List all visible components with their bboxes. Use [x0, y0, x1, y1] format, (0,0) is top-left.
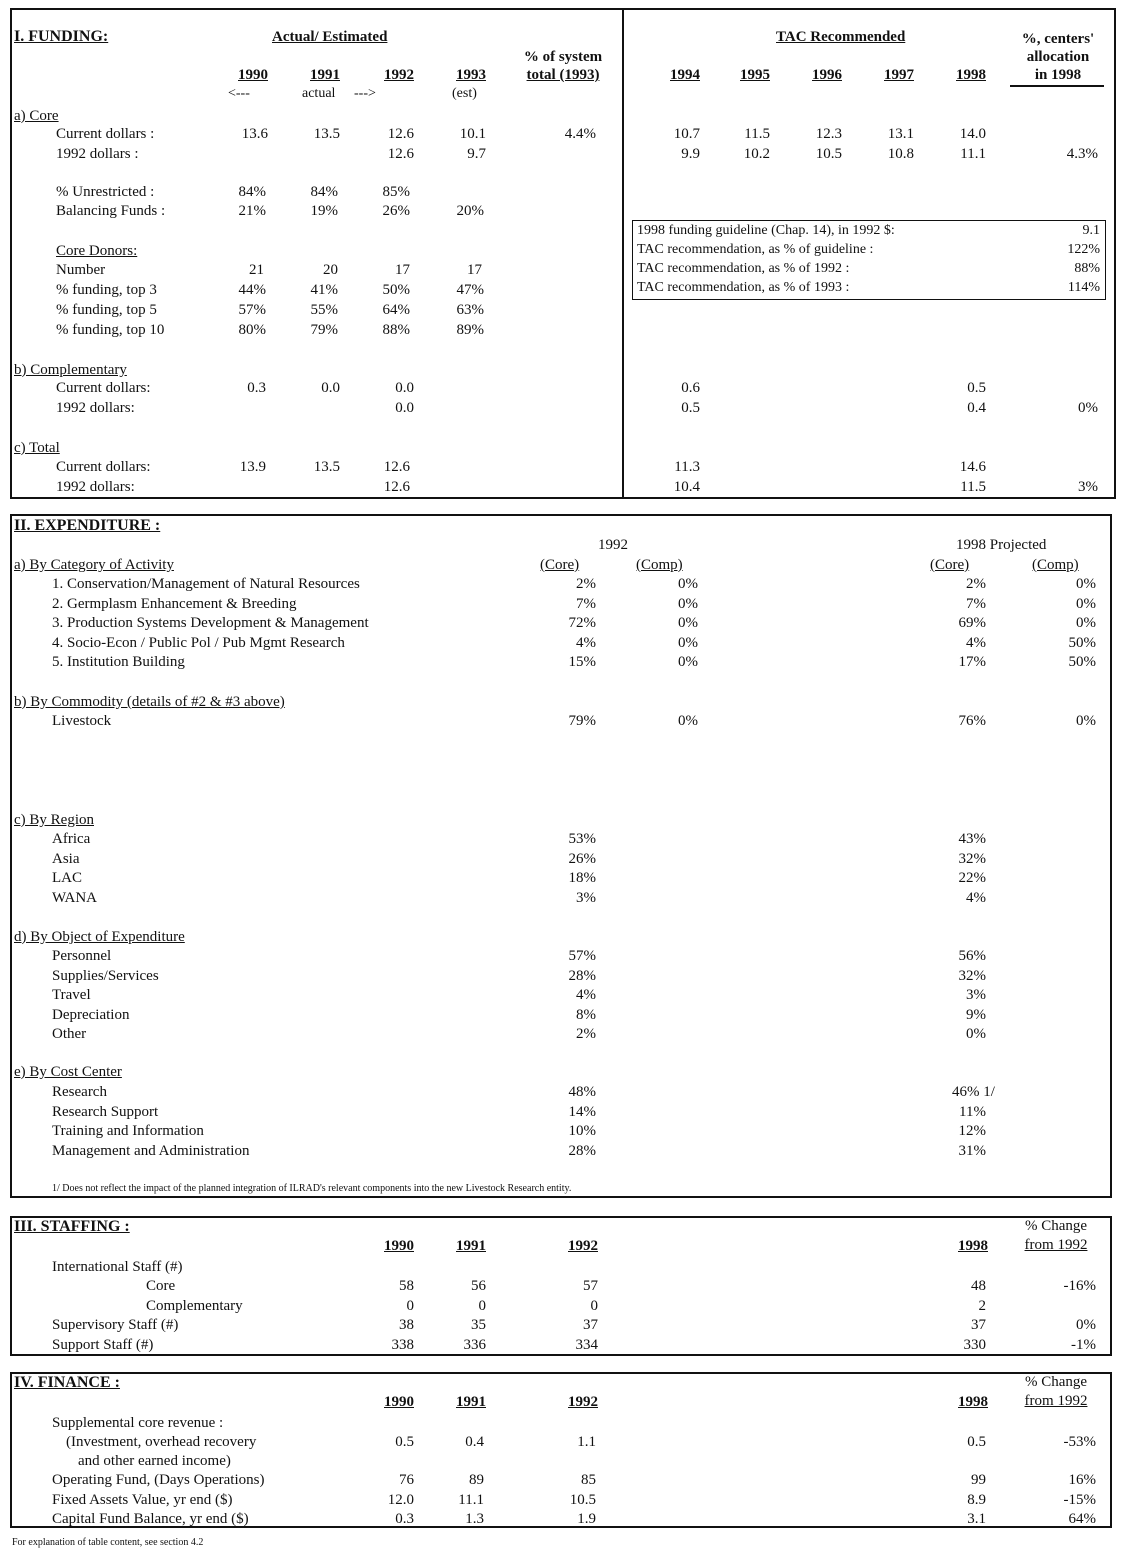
expenditure-comp-1998: 0% [1076, 713, 1096, 729]
tac-recommended-label: TAC Recommended [776, 29, 906, 45]
unrestricted-1991: 84% [310, 184, 338, 200]
core-current-tac-1996: 12.3 [815, 126, 842, 142]
core-current-1993: 10.1 [459, 126, 486, 142]
actual-marker-left: <--- [228, 86, 250, 101]
expenditure-core-1992: 7% [576, 595, 596, 612]
donors-number-label: Number [56, 262, 106, 278]
staffing-year-1992: 1992 [568, 1238, 598, 1254]
donors-top3-1990: 44% [238, 282, 266, 298]
expenditure-core-1998: 69% [958, 615, 986, 631]
comp-1992-tac-1998: 0.4 [967, 400, 986, 416]
staffing-value: 0 [478, 1297, 486, 1314]
staffing-value: 336 [463, 1336, 486, 1353]
staffing-value: 2 [978, 1297, 986, 1314]
actual-marker-est: (est) [452, 86, 477, 101]
tac-year-1997: 1997 [884, 67, 914, 83]
expenditure-core-1998: 76% [958, 713, 986, 729]
core-1992-tac-1996: 10.5 [815, 146, 842, 162]
core-donors-label: Core Donors: [56, 243, 138, 259]
expenditure-core-1992: 28% [568, 967, 596, 984]
donors-top10-label: % funding, top 10 [56, 322, 165, 338]
expenditure-comp-1998: 50% [1068, 654, 1096, 670]
expenditure-row-label: Other [52, 1026, 87, 1042]
tac-year-1995: 1995 [740, 67, 770, 83]
comp-98-header: (Comp) [1032, 557, 1079, 573]
staffing-row-label: Support Staff (#) [52, 1336, 154, 1353]
expenditure-row-label: Training and Information [52, 1123, 204, 1139]
core-1992-1992: 12.6 [387, 146, 414, 162]
expenditure-core-1998: 22% [958, 870, 986, 886]
expenditure-core-1998: 2% [966, 576, 986, 592]
staffing-change-header-2: from 1992 [1024, 1237, 1088, 1253]
region-label: c) By Region [14, 812, 94, 828]
supp-revenue-label: Supplemental core revenue : [52, 1415, 224, 1431]
intl-staff-label: International Staff (#) [52, 1259, 183, 1275]
expenditure-row-label: Personnel [52, 948, 112, 964]
donors-top10-1992: 88% [382, 322, 410, 338]
expenditure-core-1992: 4% [576, 987, 596, 1003]
expenditure-core-1992: 57% [568, 948, 596, 964]
expenditure-row-label: Depreciation [52, 1006, 130, 1023]
expenditure-core-1992: 18% [568, 870, 596, 886]
donors-top10-1990: 80% [238, 322, 266, 338]
finance-value: 10.5 [569, 1491, 596, 1508]
donors-top10-1991: 79% [310, 322, 338, 338]
staffing-row-label: Supervisory Staff (#) [52, 1317, 179, 1333]
donors-top3-1992: 50% [382, 282, 410, 298]
comp-current-tac-1994: 0.6 [681, 380, 700, 396]
expenditure-comp-1998: 0% [1076, 615, 1096, 631]
expenditure-core-1998: 3% [966, 987, 986, 1003]
cost-center-label: e) By Cost Center [14, 1064, 122, 1080]
expenditure-core-1992: 14% [568, 1103, 596, 1120]
total-current-tac-1998: 14.6 [959, 459, 986, 475]
staffing-value: 334 [575, 1336, 598, 1353]
expenditure-core-1998: 7% [966, 595, 986, 612]
staffing-change: -1% [1071, 1336, 1096, 1353]
expenditure-comp-1992: 0% [678, 615, 698, 631]
core-1992-1993: 9.7 [467, 146, 486, 162]
expenditure-footnote: 1/ Does not reflect the impact of the planned integration of ILRAD's relevant components into the new Livestock Research entity. [52, 1183, 572, 1194]
core-98-header: (Core) [930, 557, 970, 573]
staffing-value: 56 [471, 1278, 486, 1294]
comp-current-tac-1998: 0.5 [967, 380, 986, 396]
expenditure-core-1992: 28% [568, 1142, 596, 1159]
tac-pct-1993-label: TAC recommendation, as % of 1993 : [637, 280, 850, 295]
finance-year-1998: 1998 [958, 1394, 988, 1410]
finance-row-label: Capital Fund Balance, yr end ($) [52, 1511, 249, 1527]
donors-top3-label: % funding, top 3 [56, 282, 157, 298]
expenditure-comp-1992: 0% [678, 654, 698, 670]
expenditure-core-1998: 12% [958, 1123, 986, 1139]
tac-year-1998: 1998 [956, 67, 986, 83]
centers-alloc-header-3: in 1998 [1034, 67, 1082, 83]
core-current-1992: 12.6 [387, 126, 414, 142]
comp-92-header: (Comp) [636, 557, 683, 573]
staffing-value: 330 [963, 1336, 986, 1353]
core-current-tac-1995: 11.5 [744, 126, 770, 142]
expenditure-1998-header: 1998 Projected [956, 537, 1047, 553]
staffing-value: 37 [583, 1317, 598, 1333]
supp-revenue-1990: 0.5 [395, 1434, 414, 1450]
finance-title: IV. FINANCE : [14, 1374, 120, 1391]
total-1992-tac-1994: 10.4 [673, 479, 700, 495]
donors-number-1990: 21 [249, 262, 264, 278]
expenditure-core-1998: 4% [966, 889, 986, 906]
core-current-1990: 13.6 [241, 126, 268, 142]
expenditure-core-1992: 2% [576, 576, 596, 592]
commodity-label: b) By Commodity (details of #2 & #3 above) [14, 694, 285, 710]
finance-row-label: Operating Fund, (Days Operations) [52, 1472, 265, 1488]
expenditure-core-1992: 53% [568, 831, 596, 847]
year-1993: 1993 [456, 67, 486, 83]
comp-current-1990: 0.3 [247, 380, 266, 396]
expenditure-core-1998: 43% [958, 831, 986, 847]
total-current-1990: 13.9 [239, 459, 266, 475]
staffing-value: 58 [399, 1278, 414, 1294]
total-label: c) Total [14, 440, 60, 456]
finance-value: 8.9 [967, 1491, 986, 1508]
expenditure-row-label: 5. Institution Building [52, 654, 185, 670]
expenditure-comp-1992: 0% [678, 634, 698, 651]
balancing-1991: 19% [310, 203, 338, 219]
expenditure-core-1998: 56% [958, 948, 986, 964]
expenditure-core-1992: 8% [576, 1006, 596, 1023]
supp-revenue-sub-1: (Investment, overhead recovery [66, 1434, 257, 1450]
comp-current-label: Current dollars: [56, 380, 151, 396]
guideline-label: 1998 funding guideline (Chap. 14), in 1992 $: [637, 223, 895, 238]
total-current-1991: 13.5 [313, 459, 340, 475]
expenditure-core-1998: 9% [966, 1006, 986, 1023]
staffing-value: 48 [971, 1278, 986, 1294]
expenditure-comp-1992: 0% [678, 713, 698, 729]
donors-top3-1993: 47% [456, 282, 484, 298]
finance-change: 64% [1068, 1511, 1096, 1527]
donors-top5-1991: 55% [310, 302, 338, 318]
donors-top5-label: % funding, top 5 [56, 302, 157, 318]
core-1992-tac-1997: 10.8 [887, 146, 914, 162]
core-1992-tac-1998: 11.1 [960, 146, 986, 162]
donors-top5-1992: 64% [382, 302, 410, 318]
expenditure-core-1992: 48% [568, 1084, 596, 1100]
expenditure-comp-1998: 0% [1076, 576, 1096, 592]
staffing-row-label: Core [146, 1278, 176, 1294]
core-current-pct-system: 4.4% [564, 126, 596, 142]
expenditure-core-1998: 4% [966, 634, 986, 651]
finance-change-header-1: % Change [1024, 1374, 1088, 1390]
guideline-value: 9.1 [1082, 223, 1100, 238]
donors-top5-1990: 57% [238, 302, 266, 318]
balancing-1990: 21% [238, 203, 266, 219]
tac-pct-1993-value: 114% [1067, 280, 1100, 295]
donors-number-1993: 17 [467, 262, 482, 278]
finance-value: 99 [971, 1472, 986, 1488]
finance-value: 3.1 [967, 1511, 986, 1527]
expenditure-row-label: Research [52, 1084, 107, 1100]
core-label: a) Core [14, 108, 59, 124]
tac-pct-guideline-label: TAC recommendation, as % of guideline : [637, 242, 874, 257]
core-current-tac-1997: 13.1 [887, 126, 914, 142]
page-footnote: For explanation of table content, see section 4.2 [12, 1537, 204, 1548]
expenditure-row-label: Asia [52, 850, 80, 867]
centers-alloc-header-1: %, centers' [1021, 31, 1095, 47]
expenditure-core-1998: 17% [958, 654, 986, 670]
pct-system-header-1: % of system [523, 49, 603, 65]
finance-value: 85 [581, 1472, 596, 1488]
expenditure-core-1998: 11% [959, 1103, 986, 1120]
supp-revenue-sub-2: and other earned income) [78, 1453, 231, 1469]
tac-pct-1992-label: TAC recommendation, as % of 1992 : [637, 261, 850, 276]
staffing-value: 0 [406, 1297, 414, 1314]
staffing-value: 35 [471, 1317, 486, 1333]
expenditure-row-label: Management and Administration [52, 1142, 250, 1159]
expenditure-comp-1998: 0% [1076, 595, 1096, 612]
core-1992-label: 1992 dollars : [56, 146, 139, 162]
actual-marker-right: ---> [354, 86, 376, 101]
finance-change-header-2: from 1992 [1024, 1393, 1088, 1409]
unrestricted-1992: 85% [382, 184, 410, 200]
donors-top3-1991: 41% [310, 282, 338, 298]
supp-revenue-1998: 0.5 [967, 1434, 986, 1450]
expenditure-title: II. EXPENDITURE : [14, 517, 161, 534]
unrestricted-label: % Unrestricted : [56, 184, 155, 200]
staffing-row-label: Complementary [146, 1297, 243, 1314]
expenditure-core-1992: 26% [568, 850, 596, 867]
staffing-year-1991: 1991 [456, 1238, 486, 1254]
finance-value: 1.9 [577, 1511, 596, 1527]
expenditure-core-1992: 72% [568, 615, 596, 631]
year-1990: 1990 [238, 67, 268, 83]
expenditure-core-1998: 46% 1/ [952, 1084, 995, 1100]
staffing-year-1998: 1998 [958, 1238, 988, 1254]
expenditure-comp-1992: 0% [678, 576, 698, 592]
core-current-tac-1998: 14.0 [959, 126, 986, 142]
expenditure-comp-1998: 50% [1068, 634, 1096, 651]
comp-current-1991: 0.0 [321, 380, 340, 396]
expenditure-row-label: 1. Conservation/Management of Natural Resources [52, 576, 360, 592]
actual-marker-mid: actual [302, 86, 336, 101]
finance-value: 11.1 [458, 1491, 484, 1508]
expenditure-row-label: Supplies/Services [52, 967, 159, 984]
staffing-value: 37 [971, 1317, 986, 1333]
donors-top5-1993: 63% [456, 302, 484, 318]
core-92-header: (Core) [540, 557, 580, 573]
expenditure-core-1998: 0% [966, 1026, 986, 1042]
donors-number-1991: 20 [323, 262, 338, 278]
donors-top10-1993: 89% [456, 322, 484, 338]
core-current-label: Current dollars : [56, 126, 155, 142]
expenditure-core-1992: 10% [568, 1123, 596, 1139]
tac-pct-guideline-value: 122% [1067, 242, 1100, 257]
balancing-1993: 20% [456, 203, 484, 219]
complementary-label: b) Complementary [14, 362, 127, 378]
expenditure-core-1992: 15% [568, 654, 596, 670]
expenditure-row-label: 4. Socio-Econ / Public Pol / Pub Mgmt Research [52, 634, 345, 651]
comp-1992-alloc: 0% [1078, 400, 1098, 416]
comp-1992-1992: 0.0 [395, 400, 414, 416]
expenditure-row-label: Livestock [52, 713, 112, 729]
funding-title: I. FUNDING: [14, 28, 109, 45]
supp-revenue-change: -53% [1063, 1434, 1096, 1450]
expenditure-comp-1992: 0% [678, 595, 698, 612]
comp-1992-label: 1992 dollars: [56, 400, 135, 416]
total-1992-alloc: 3% [1078, 479, 1098, 495]
staffing-change: -16% [1063, 1278, 1096, 1294]
expenditure-row-label: Travel [52, 987, 91, 1003]
core-1992-tac-1995: 10.2 [743, 146, 770, 162]
tac-pct-1992-value: 88% [1074, 261, 1100, 276]
actual-estimated-label: Actual/ Estimated [272, 29, 388, 45]
expenditure-core-1998: 31% [958, 1142, 986, 1159]
expenditure-row-label: LAC [52, 870, 82, 886]
expenditure-core-1992: 4% [576, 634, 596, 651]
centers-alloc-header-2: allocation [1026, 49, 1090, 65]
total-current-1992: 12.6 [383, 459, 410, 475]
year-1992: 1992 [384, 67, 414, 83]
object-label: d) By Object of Expenditure [14, 929, 185, 945]
staffing-value: 0 [590, 1297, 598, 1314]
comp-current-1992: 0.0 [395, 380, 414, 396]
balancing-1992: 26% [382, 203, 410, 219]
tac-year-1996: 1996 [812, 67, 842, 83]
finance-year-1990: 1990 [384, 1394, 414, 1410]
core-1992-tac-1994: 9.9 [681, 146, 700, 162]
core-1992-alloc: 4.3% [1066, 146, 1098, 162]
expenditure-row-label: Africa [52, 831, 91, 847]
staffing-change-header-1: % Change [1024, 1218, 1088, 1234]
supp-revenue-1991: 0.4 [465, 1434, 484, 1450]
staffing-change: 0% [1076, 1317, 1096, 1333]
core-current-tac-1994: 10.7 [673, 126, 700, 142]
expenditure-row-label: 3. Production Systems Development & Management [52, 615, 369, 631]
expenditure-row-label: Research Support [52, 1103, 159, 1120]
activity-label: a) By Category of Activity [14, 557, 174, 573]
staffing-value: 38 [399, 1317, 414, 1333]
expenditure-core-1998: 32% [958, 967, 986, 984]
finance-value: 12.0 [387, 1491, 414, 1508]
pct-system-header-2: total (1993) [526, 67, 600, 83]
finance-change: -15% [1063, 1491, 1096, 1508]
core-current-1991: 13.5 [313, 126, 340, 142]
total-1992-label: 1992 dollars: [56, 479, 135, 495]
expenditure-core-1992: 2% [576, 1026, 596, 1042]
expenditure-core-1992: 79% [568, 713, 596, 729]
staffing-title: III. STAFFING : [14, 1218, 130, 1235]
centers-alloc-underline [1010, 85, 1104, 87]
finance-year-1991: 1991 [456, 1394, 486, 1410]
balancing-label: Balancing Funds : [56, 203, 166, 219]
finance-row-label: Fixed Assets Value, yr end ($) [52, 1491, 233, 1508]
finance-value: 1.3 [465, 1511, 484, 1527]
tac-year-1994: 1994 [670, 67, 700, 83]
finance-value: 89 [469, 1472, 484, 1488]
staffing-value: 338 [391, 1336, 414, 1353]
expenditure-1992-header: 1992 [598, 537, 628, 553]
finance-value: 0.3 [395, 1511, 414, 1527]
donors-number-1992: 17 [395, 262, 410, 278]
expenditure-core-1998: 32% [958, 850, 986, 867]
total-current-tac-1994: 11.3 [674, 459, 700, 475]
total-1992-tac-1998: 11.5 [960, 479, 986, 495]
finance-year-1992: 1992 [568, 1394, 598, 1410]
expenditure-row-label: 2. Germplasm Enhancement & Breeding [52, 595, 297, 612]
comp-1992-tac-1994: 0.5 [681, 400, 700, 416]
expenditure-row-label: WANA [52, 889, 97, 906]
staffing-year-1990: 1990 [384, 1238, 414, 1254]
year-1991: 1991 [310, 67, 340, 83]
unrestricted-1990: 84% [238, 184, 266, 200]
finance-change: 16% [1068, 1472, 1096, 1488]
staffing-value: 57 [583, 1278, 598, 1294]
total-1992-1992: 12.6 [383, 479, 410, 495]
total-current-label: Current dollars: [56, 459, 151, 475]
expenditure-core-1992: 3% [576, 889, 596, 906]
finance-value: 76 [399, 1472, 414, 1488]
supp-revenue-1992: 1.1 [577, 1434, 596, 1450]
